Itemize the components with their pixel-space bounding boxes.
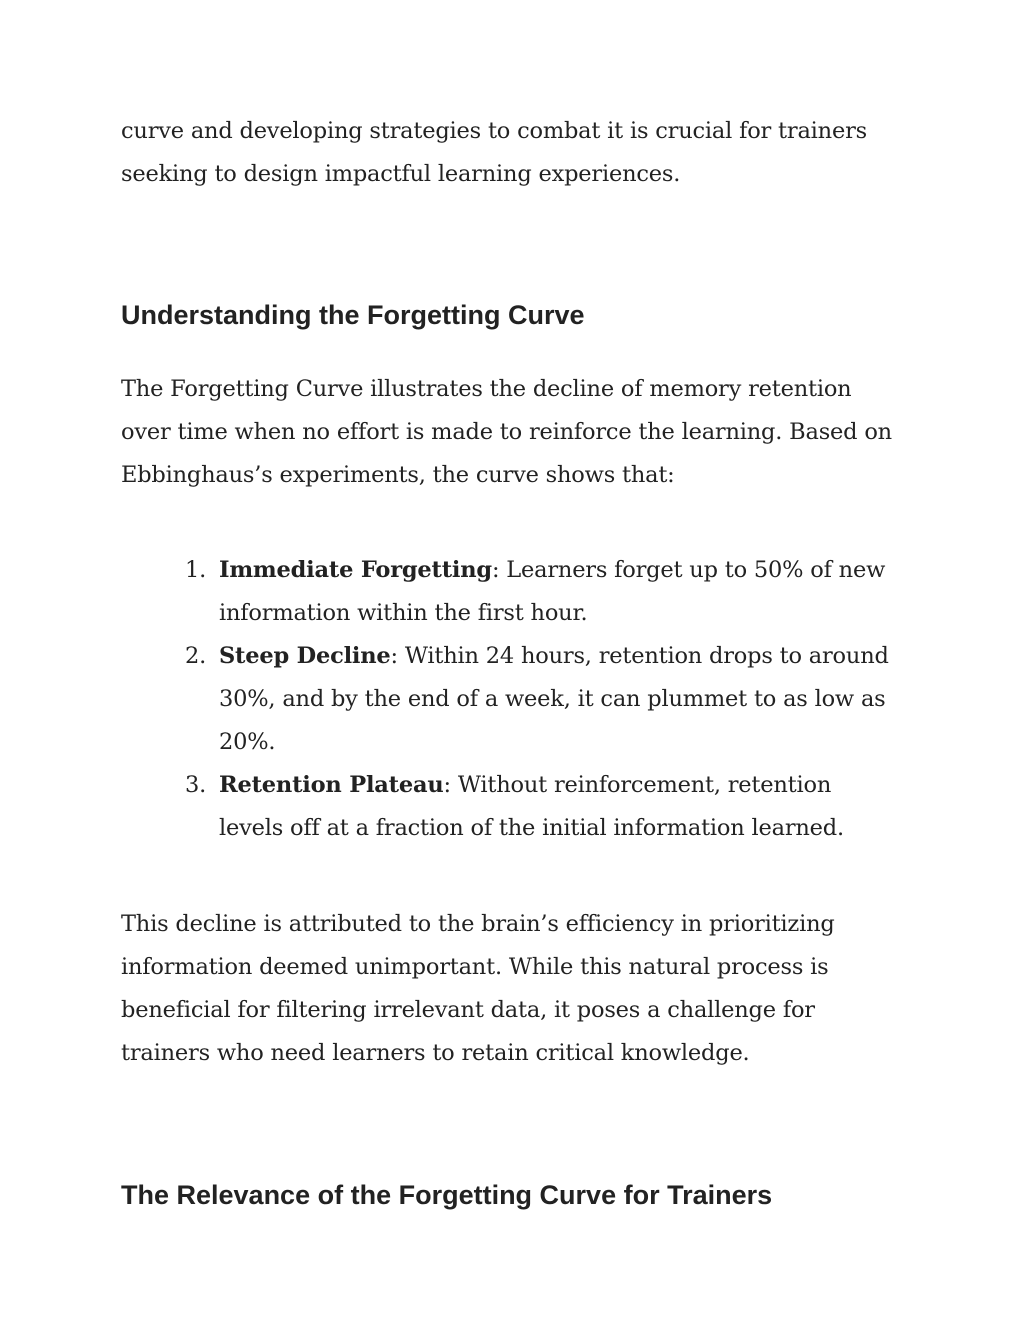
list-item-title: Retention Plateau	[219, 772, 444, 798]
list-item-number: 1.	[185, 557, 207, 583]
list-item-title: Steep Decline	[219, 643, 391, 669]
list-item	[185, 549, 901, 635]
list-item-text: : Within 24 hours, retention drops to around 30%, and by the end of a week, it can plummet to as low as 20%.	[219, 643, 889, 755]
list-item	[185, 635, 901, 764]
list-item-text: : Without reinforcement, retention levels off at a fraction of the initial information learned.	[219, 772, 844, 841]
list-item-number: 2.	[185, 643, 207, 669]
list-item-title: Immediate Forgetting	[219, 557, 492, 583]
decline-explanation-paragraph: This decline is attributed to the brain’s efficiency in prioritizing information deemed unimportant. While this natural process is beneficial for filtering irrelevant data, it poses a challenge for trainers who need learners to retain critical knowledge.	[121, 911, 835, 1066]
section-heading-relevance: The Relevance of the Forgetting Curve for Trainers	[121, 1180, 773, 1210]
curve-description-paragraph: The Forgetting Curve illustrates the decline of memory retention over time when no effort is made to reinforce the learning. Based on Ebbinghaus’s experiments, the curve shows that:	[121, 376, 892, 488]
list-item	[185, 764, 901, 850]
list-item-text: : Learners forget up to 50% of new information within the first hour.	[219, 557, 886, 626]
list-item-number: 3.	[185, 772, 207, 798]
section-heading-understanding: Understanding the Forgetting Curve	[121, 300, 585, 330]
forgetting-stages-list	[121, 549, 901, 850]
intro-paragraph-end: curve and developing strategies to combat it is crucial for trainers seeking to design impactful learning experiences.	[121, 118, 867, 187]
document-page	[121, 110, 901, 1215]
